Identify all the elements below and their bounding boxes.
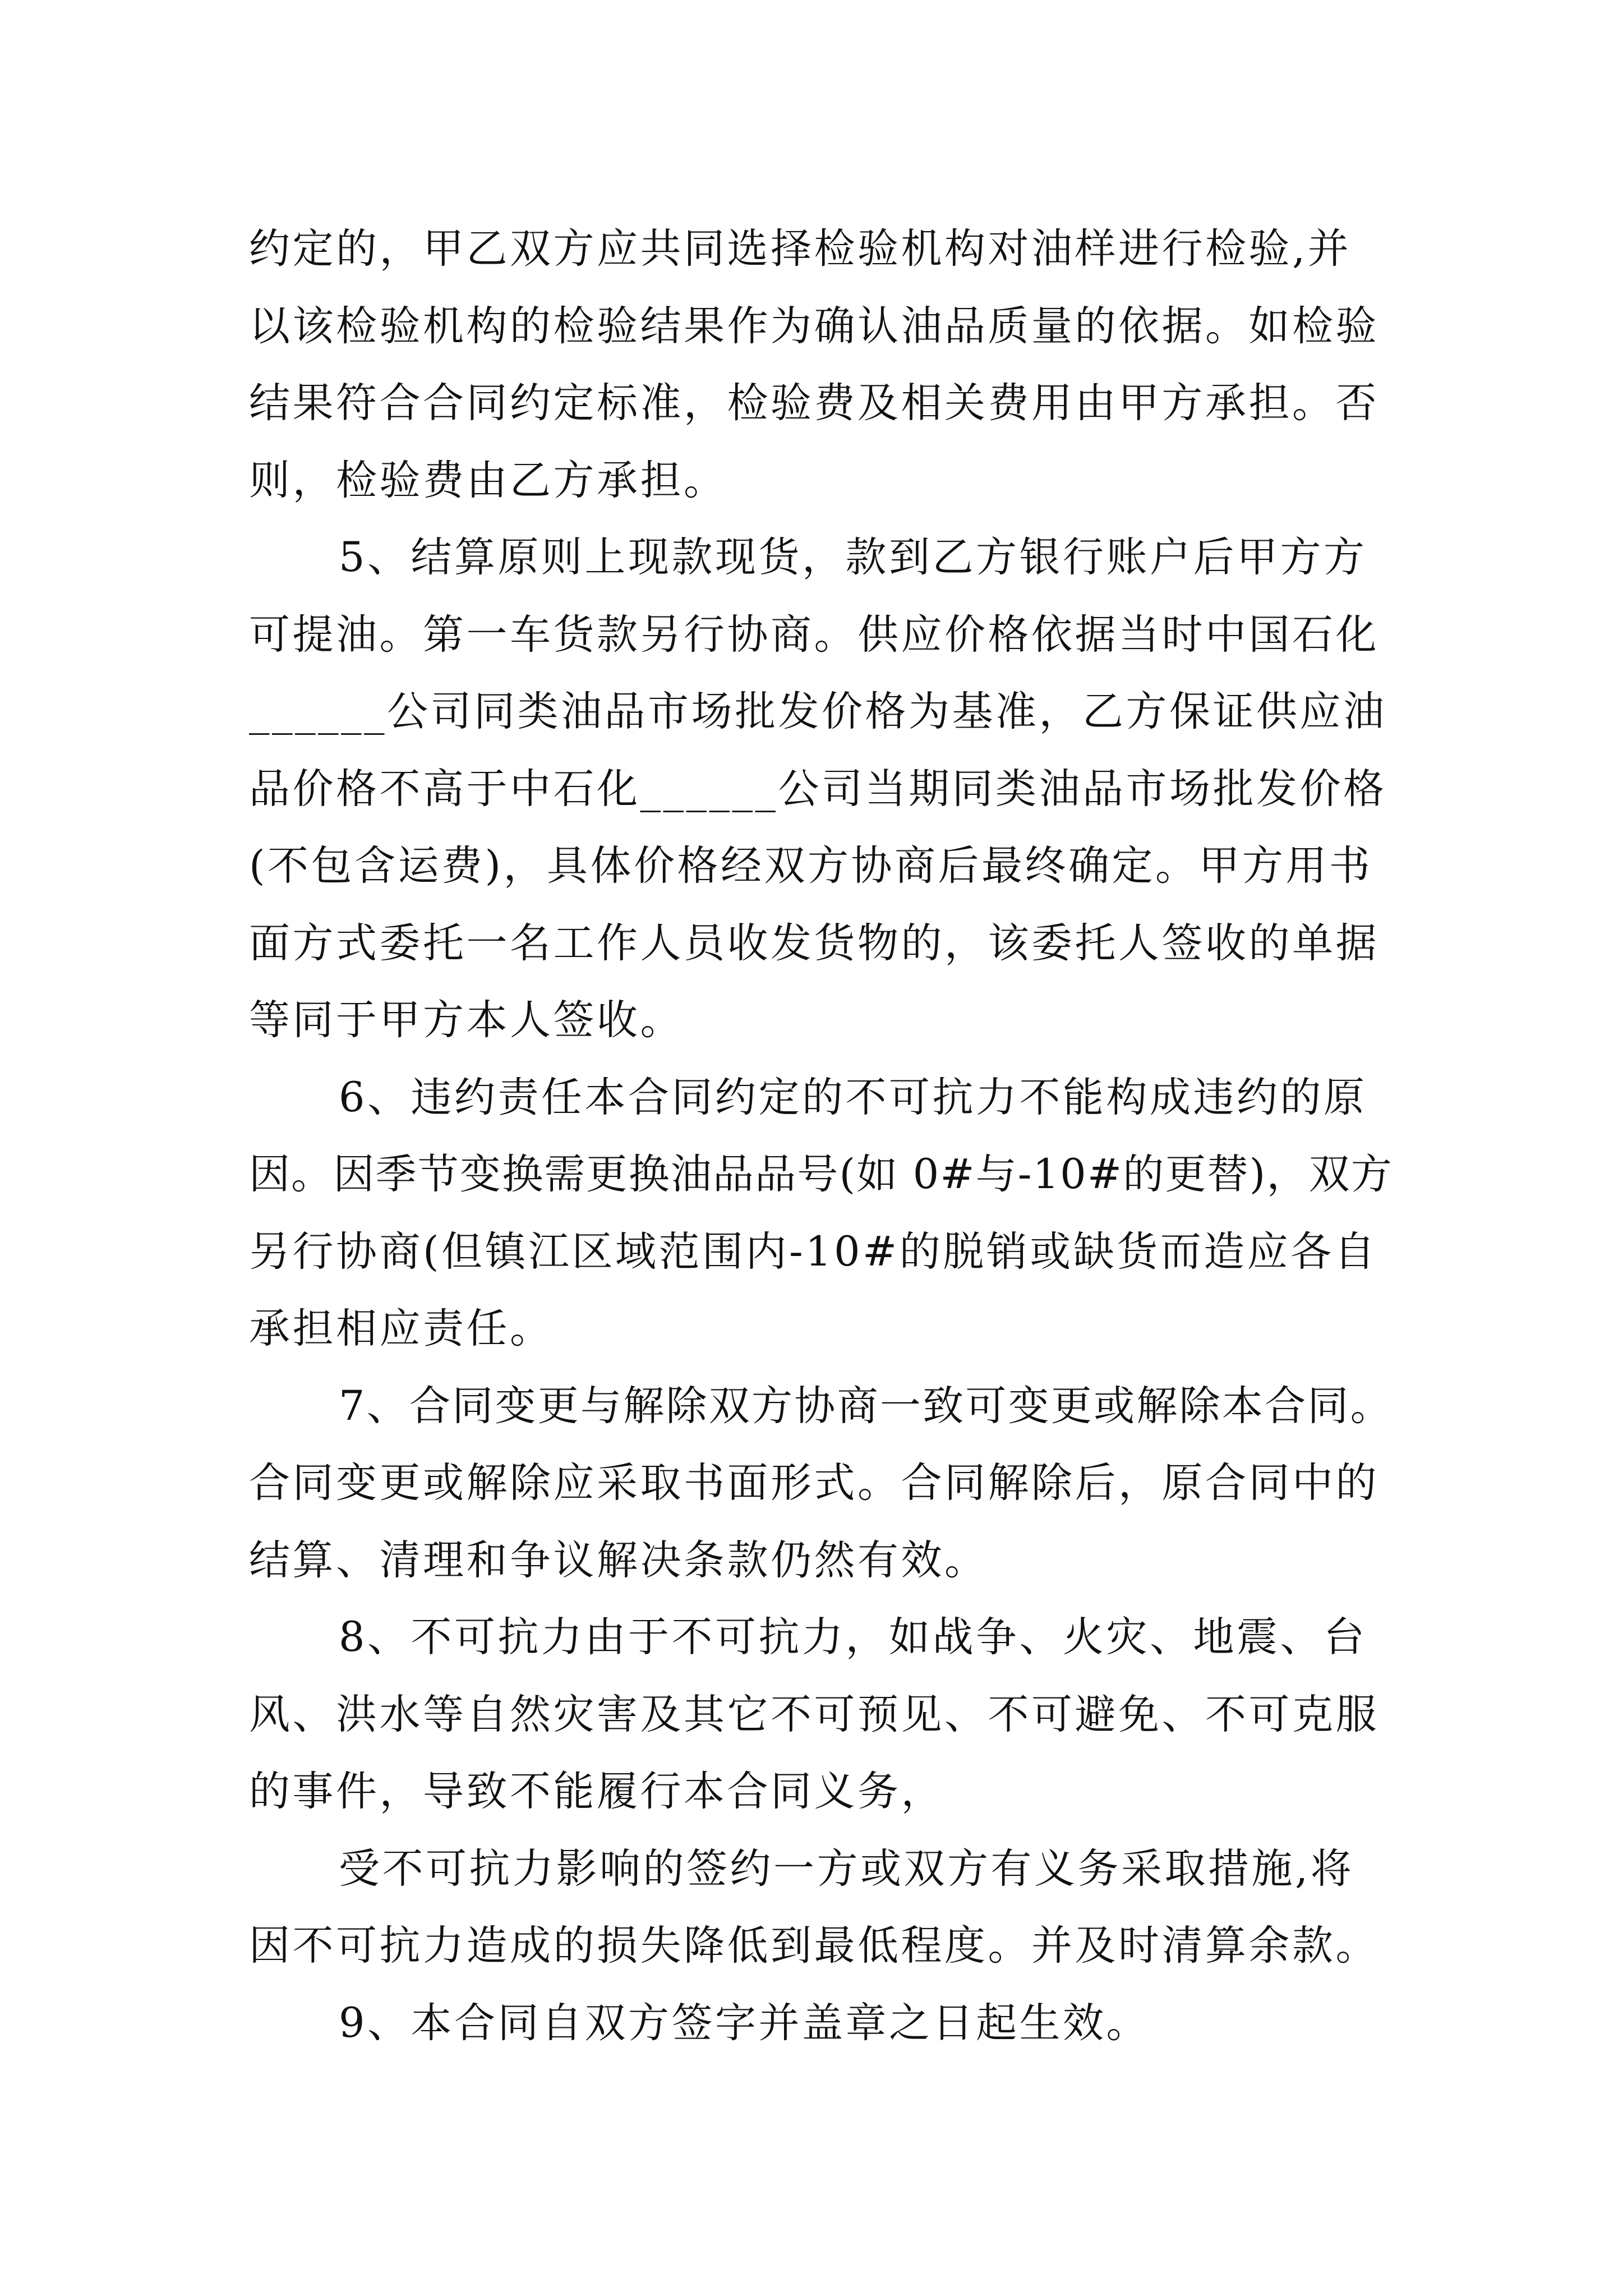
text-line: (不包含运费)，具体价格经双方协商后最终确定。甲方用书 xyxy=(249,842,1373,890)
text-line: ______公司同类油品市场批发价格为基准，乙方保证供应油 xyxy=(249,688,1387,735)
text-line: 结算、清理和争议解决条款仍然有效。 xyxy=(249,1536,988,1584)
clause-5-start: 5、结算原则上现款现货，款到乙方银行账户后甲方方 xyxy=(339,533,1367,581)
text-line: 风、洪水等自然灾害及其它不可预见、不可避免、不可克服 xyxy=(249,1690,1379,1738)
text-line: 合同变更或解除应采取书面形式。合同解除后，原合同中的 xyxy=(249,1459,1379,1507)
text-line: 品价格不高于中石化______公司当期同类油品市场批发价格 xyxy=(249,765,1387,813)
clause-8-start: 8、不可抗力由于不可抗力，如战争、火灾、地震、台 xyxy=(339,1613,1367,1661)
text-line: 因不可抗力造成的损失降低到最低程度。并及时清算余款。 xyxy=(249,1922,1379,1970)
text-line: 结果符合合同约定标准，检验费及相关费用由甲方承担。否 xyxy=(249,379,1379,427)
clause-6-start: 6、违约责任本合同约定的不可抗力不能构成违约的原 xyxy=(339,1073,1367,1121)
contract-text xyxy=(249,210,1393,2062)
text-line: 可提油。第一车货款另行协商。供应价格依据当时中国石化 xyxy=(249,610,1379,659)
text-line: 承担相应责任。 xyxy=(249,1305,554,1352)
text-line: 另行协商(但镇江区域范围内-10#的脱销或缺货而造应各自 xyxy=(249,1227,1378,1276)
clause-9-start: 9、本合同自双方签字并盖章之日起生效。 xyxy=(339,1999,1150,2047)
text-line: 的事件，导致不能履行本合同义务， xyxy=(249,1768,944,1815)
text-line: 则，检验费由乙方承担。 xyxy=(249,456,727,504)
text-line: 约定的，甲乙双方应共同选择检验机构对油样进行检验,并 xyxy=(249,225,1352,273)
text-line: 面方式委托一名工作人员收发货物的，该委托人签收的单据 xyxy=(249,919,1379,967)
text-line: 以该检验机构的检验结果作为确认油品质量的依据。如检验 xyxy=(249,302,1379,350)
clause-7-start: 7、合同变更与解除双方协商一致可变更或解除本合同。 xyxy=(339,1382,1393,1430)
force-majeure-paragraph: 受不可抗力影响的签约一方或双方有义务采取措施,将 xyxy=(339,1844,1354,1893)
text-line: 等同于甲方本人签收。 xyxy=(249,996,684,1044)
text-line: 因。因季节变换需更换油品品号(如 0#与-10#的更替)，双方 xyxy=(249,1151,1393,1198)
